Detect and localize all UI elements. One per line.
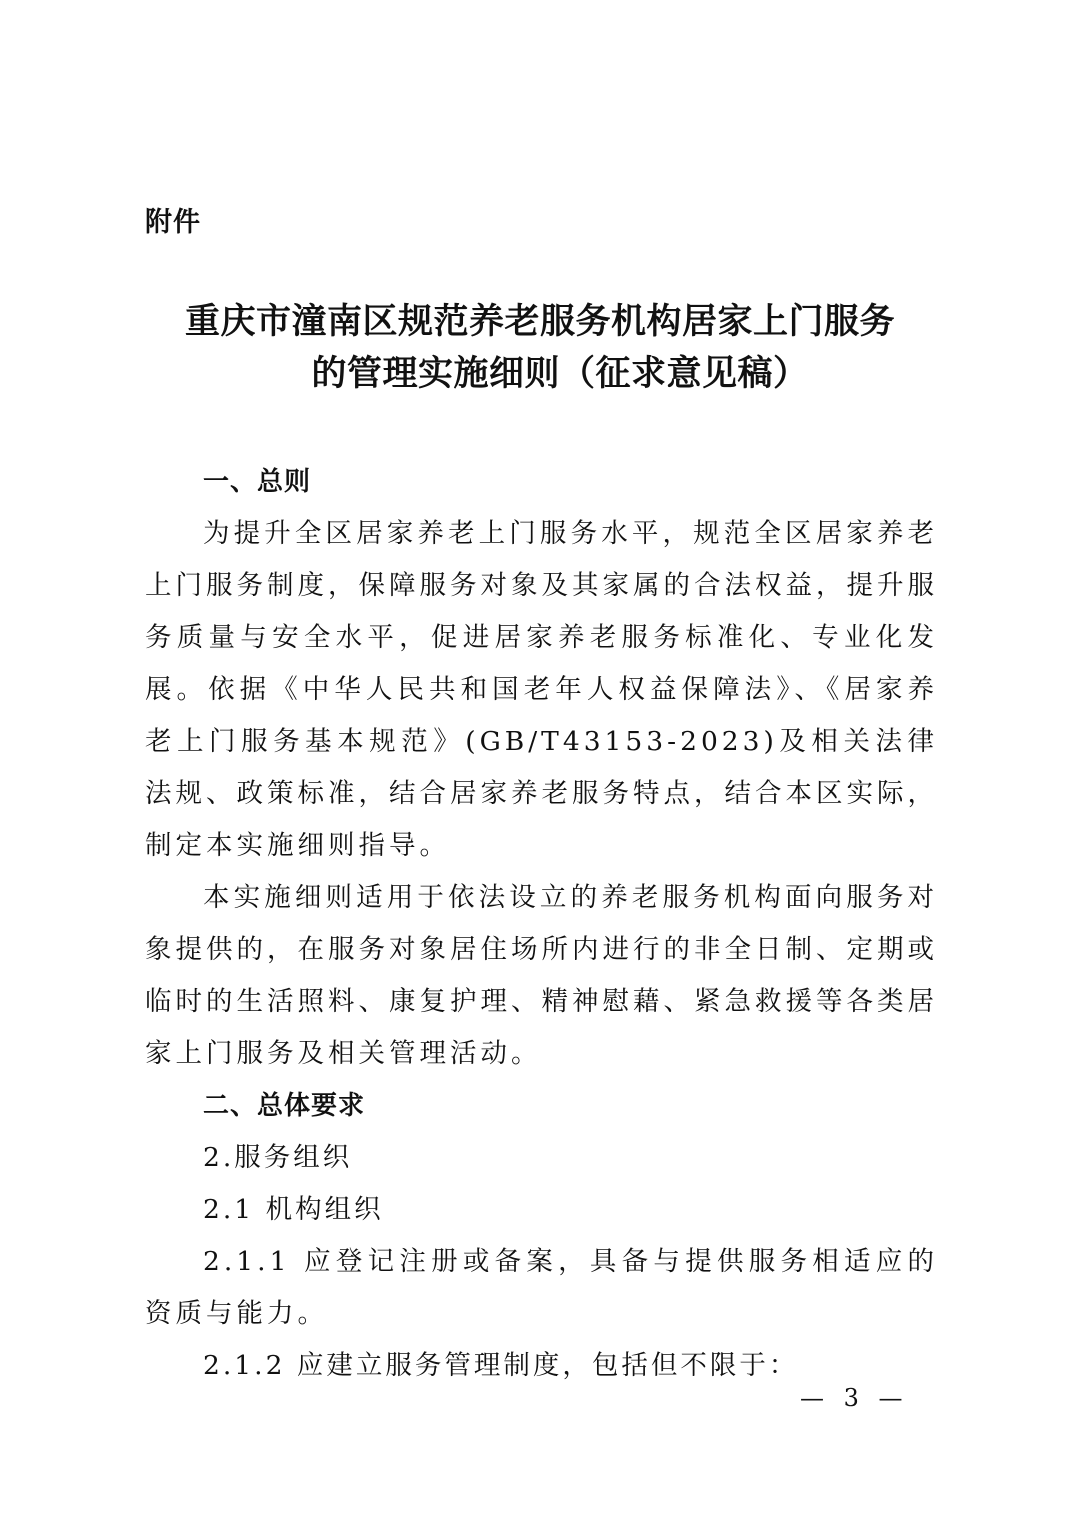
section-heading-requirements: 二、总体要求	[203, 1091, 366, 1121]
section-heading-general: 一、总则	[203, 467, 312, 497]
document-body	[145, 456, 938, 1392]
title-line-2: 的管理实施细则（征求意见稿）	[311, 353, 809, 394]
item-institution-organization: 2.1 机构组织	[203, 1194, 384, 1225]
attachment-label: 附件	[145, 207, 201, 238]
title-line-1: 重庆市潼南区规范养老服务机构居家上门服务	[184, 301, 895, 342]
item-registration: 2.1.1 应登记注册或备案，具备与提供服务相适应的资质与能力。	[145, 1246, 938, 1329]
paragraph-purpose: 为提升全区居家养老上门服务水平，规范全区居家养老上门服务制度，保障服务对象及其家属的合法权益，提升服务质量与安全水平，促进居家养老服务标准化、专业化发展。依据《中华人民共和国老年人权益保障法》、《居家养老上门服务基本规范》(GB/T43153-2023)及相关法律法规、政策标准，结合居家养老服务特点，结合本区实际，制定本实施细则指导。	[145, 518, 938, 861]
item-service-organization: 2.服务组织	[203, 1142, 353, 1173]
item-management-system: 2.1.2 应建立服务管理制度，包括但不限于：	[203, 1350, 799, 1381]
paragraph-scope: 本实施细则适用于依法设立的养老服务机构面向服务对象提供的，在服务对象居住场所内进行的非全日制、定期或临时的生活照料、康复护理、精神慰藉、紧急救援等各类居家上门服务及相关管理活动。	[145, 882, 938, 1069]
page-number: — 3 —	[800, 1384, 909, 1412]
document-title	[140, 296, 940, 400]
